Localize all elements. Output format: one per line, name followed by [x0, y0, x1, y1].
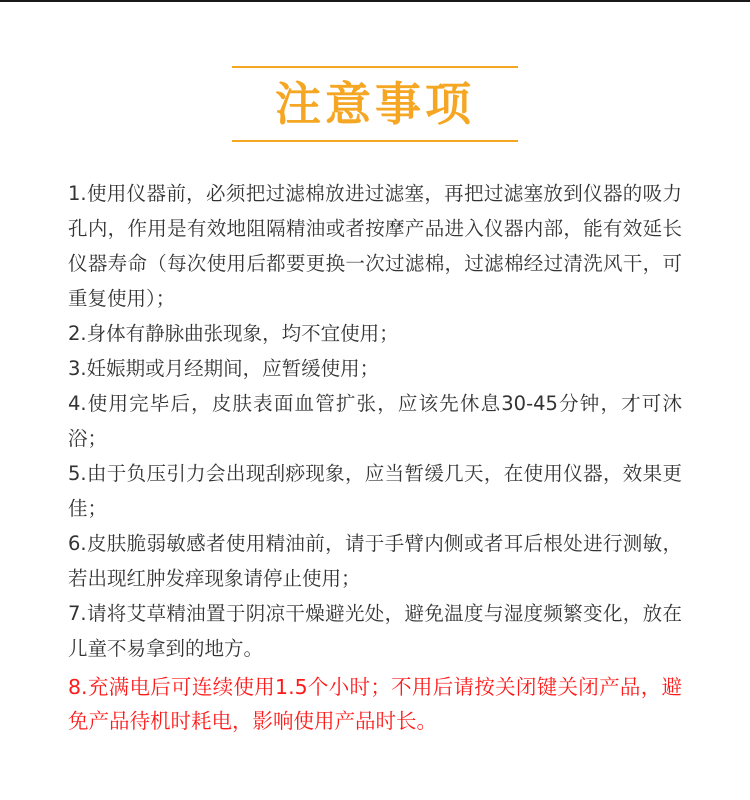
precautions-list: [68, 176, 682, 738]
note-item-3: 3.妊娠期或月经期间，应暂缓使用；: [68, 357, 380, 380]
note-item-8-highlight: 8.充满电后可连续使用1.5个小时；不用后请按关闭键关闭产品，避免产品待机时耗电，影响使用产品时长。: [68, 675, 682, 733]
note-item-5: 5.由于负压引力会出现刮痧现象，应当暂缓几天，在使用仪器，效果更佳；: [68, 462, 682, 520]
note-item-2: 2.身体有静脉曲张现象，均不宜使用；: [68, 322, 399, 345]
page-title: 注意事项: [275, 77, 475, 131]
title-block: [232, 66, 518, 142]
note-item-4: 4.使用完毕后，皮肤表面血管扩张，应该先休息30-45分钟，才可沐浴；: [68, 392, 682, 450]
title-bottom-rule: [232, 140, 518, 142]
note-item-1: 1.使用仪器前，必须把过滤棉放进过滤塞，再把过滤塞放到仪器的吸力孔内，作用是有效地阻隔精油或者按摩产品进入仪器内部，能有效延长仪器寿命（每次使用后都要更换一次过滤棉，过滤棉经过清洗风干，可重复使用）；: [68, 182, 682, 310]
note-item-7: 7.请将艾草精油置于阴凉干燥避光处，避免温度与湿度频繁变化，放在儿童不易拿到的地方。: [68, 602, 682, 660]
note-item-6: 6.皮肤脆弱敏感者使用精油前，请于手臂内侧或者耳后根处进行测敏，若出现红肿发痒现象请停止使用；: [68, 532, 682, 590]
title-top-rule: [232, 66, 518, 68]
top-border: [0, 0, 750, 2]
